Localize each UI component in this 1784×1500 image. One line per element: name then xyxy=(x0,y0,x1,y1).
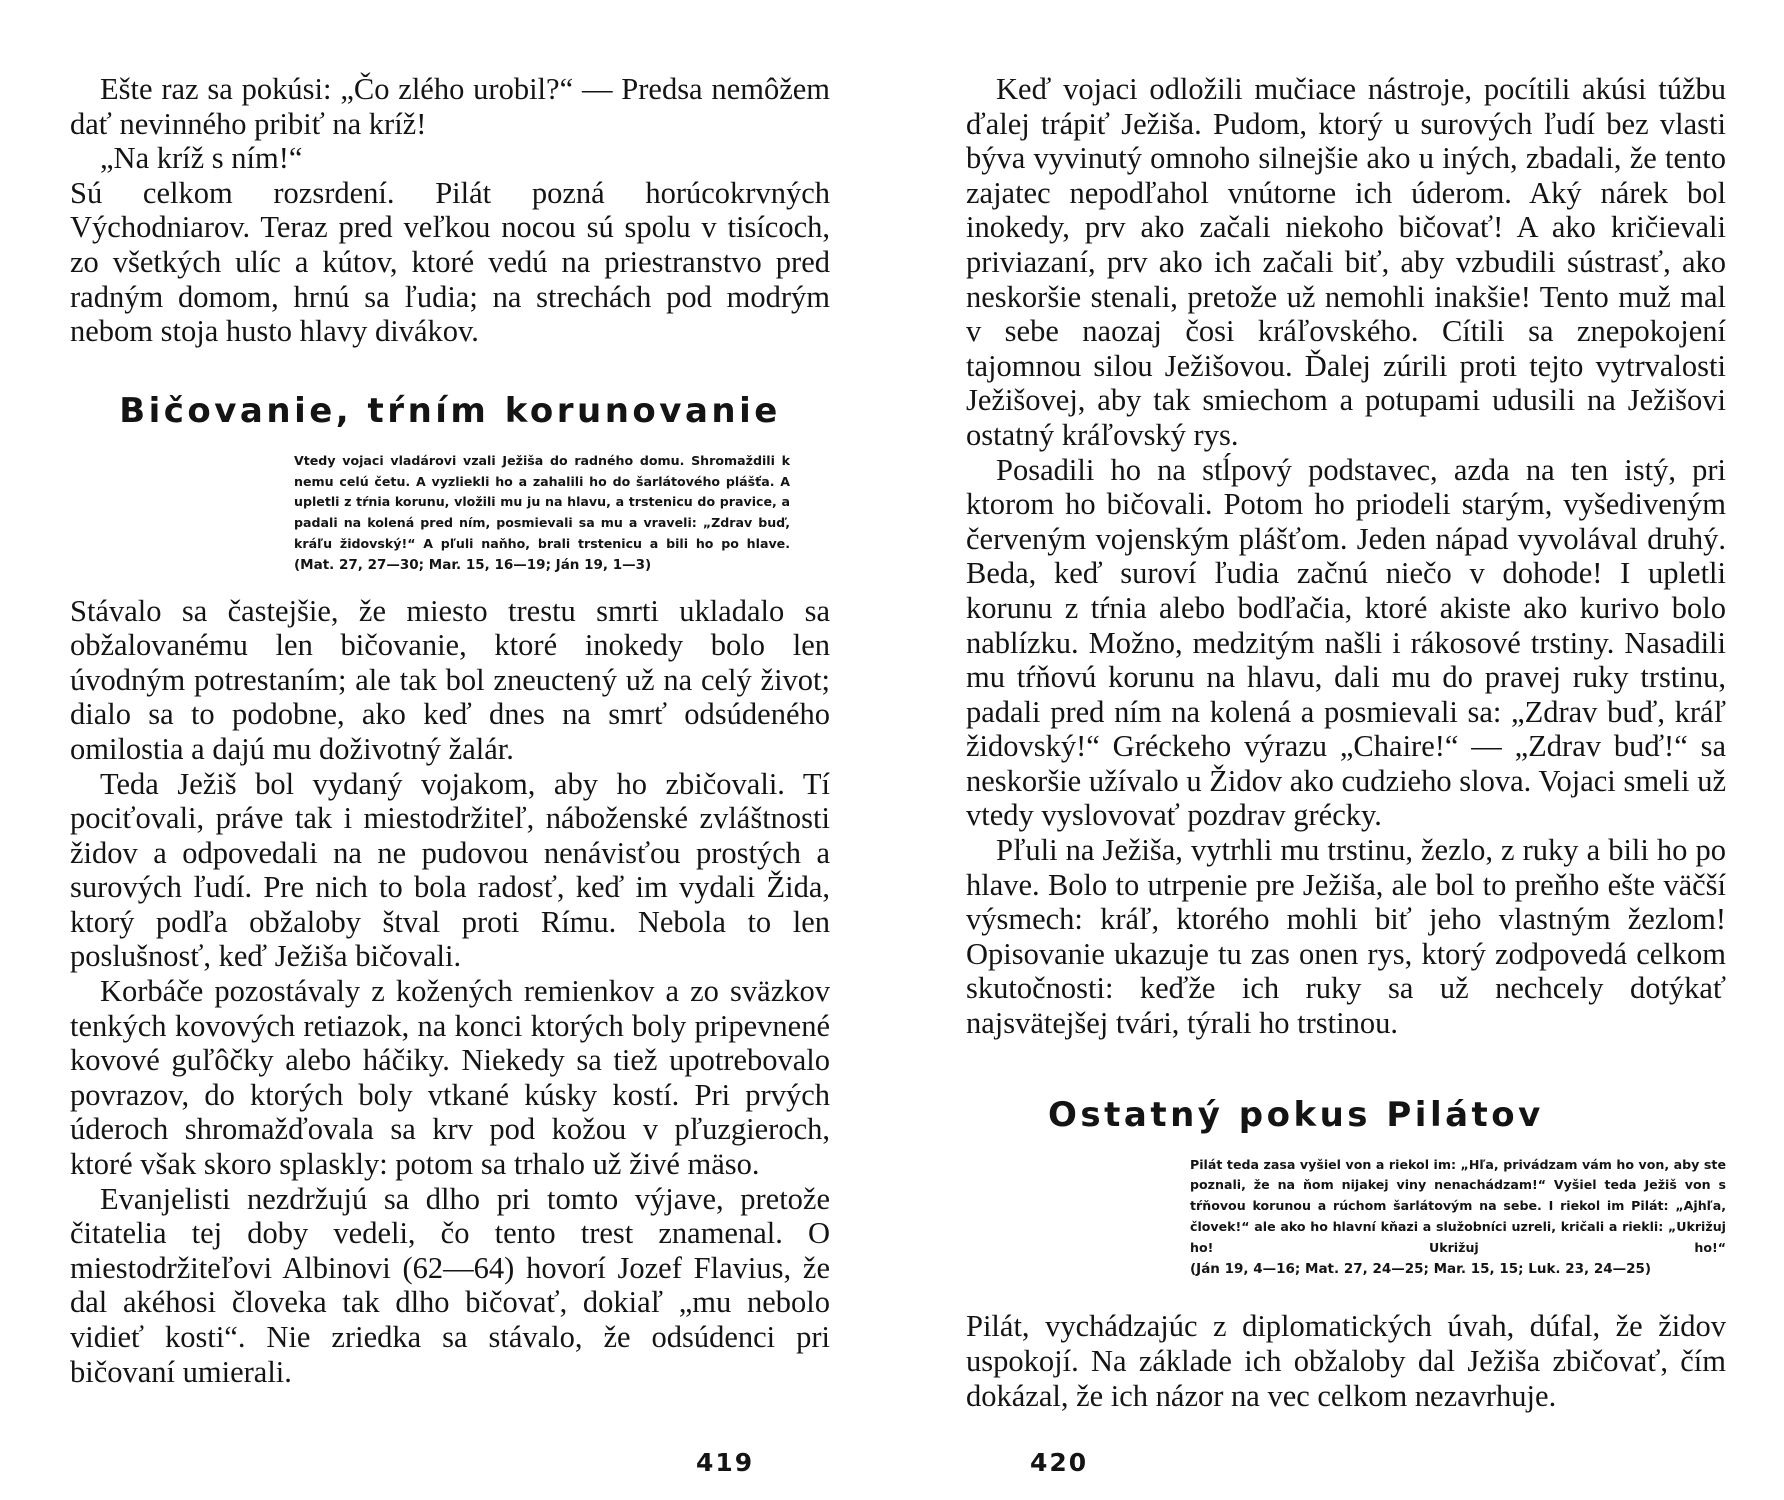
paragraph: Keď vojaci odložili mučiace nástroje, pocítili akúsi túžbu ďalej trápiť Ježiša. Pudom, ktorý u surových ľudí bez vlasti býva vyvinutý omnoho silnejšie ako u iných, zbadali, že tento zajatec nepodľahol vnútorne ich úderom. Aký nárek bol inokedy, prv ako začali niekoho bičovať! A ako kričievali priviazaní, prv ako ich začali biť, aby vzbudili sústrasť, ako neskoršie stenali, pretože už nemohli inakšie! Tento muž mal v sebe naozaj čosi kráľovského. Cítili sa znepokojení tajomnou silou Ježišovou. Ďalej zúrili proti tejto vytrvalosti Ježišovej, aby tak smiechom a potupami udusili na Ježišovi ostatný kráľovský rys. xyxy=(966,72,1726,452)
paragraph: Pľuli na Ježiša, vytrhli mu trstinu, žezlo, z ruky a bili ho po hlave. Bolo to utrpenie pre Ježiša, ale bol to preňho ešte väčší výsmech: kráľ, ktorého mohli biť jeho vlastným žezlom! Opisovanie ukazuje tu zas onen rys, ktorý zodpovedá celkom skutočnosti: keďže ich ruky sa už nechcely dotýkať najsvätejšej tvári, týrali ho trstinou. xyxy=(966,833,1726,1041)
paragraph: Teda Ježiš bol vydaný vojakom, aby ho zbičovali. Tí pociťovali, práve tak i miestodržiteľ, náboženské zvláštnosti židov a odpovedali na ne pudovou nenávisťou prostých a surových ľudí. Pre nich to bola radosť, keď im vydali Žida, ktorý podľa obžaloby štval proti Rímu. Nebola to len poslušnosť, keď Ježiša bičovali. xyxy=(70,766,830,974)
left-page xyxy=(70,72,830,1389)
paragraph: Pilát, vychádzajúc z diplomatických úvah, dúfal, že židov uspokojí. Na základe ich obžaloby dal Ježiša zbičovať, čím dokázal, že ich názor na vec celkom nezavrhuje. xyxy=(966,1309,1726,1413)
scripture-reference: (Mat. 27, 27—30; Mar. 15, 16—19; Ján 19, 1—3) xyxy=(294,556,652,573)
scripture-text: Vtedy vojaci vladárovi vzali Ježiša do radného domu. Shromaždili k nemu celú četu. A vyzliekli ho a zahalili ho do šarlátového plášťa. A upletli z tŕnia korunu, vložili mu ju na hlavu, a trstenicu do pravice, a padali na kolená pred ním, posmievali sa mu a vraveli: „Zdrav buď, kráľu židovský!“ A pľuli naňho, brali trstenicu a bili ho po hlave. xyxy=(294,452,790,551)
right-top-text xyxy=(966,72,1726,1041)
page-number-right: 420 xyxy=(1030,1448,1089,1477)
right-bottom-text xyxy=(966,1309,1726,1413)
page-number-left: 419 xyxy=(696,1448,755,1477)
paragraph: Ešte raz sa pokúsi: „Čo zlého urobil?“ — Predsa nemôžem dať nevinného pribiť na kríž! xyxy=(70,72,830,141)
paragraph: Evanjelisti nezdržujú sa dlho pri tomto výjave, pretože čitatelia tej doby vedeli, čo tento trest znamenal. O miestodržiteľovi Albinovi (62—64) hovorí Jozef Flavius, že dal akéhosi človeka tak dlho bičovať, dokiaľ „mu nebolo vidieť kosti“. Nie zriedka sa stávalo, že odsúdenci pri bičovaní umierali. xyxy=(70,1181,830,1389)
section-heading: Ostatný pokus Pilátov xyxy=(1048,1094,1544,1135)
scripture-reference: (Ján 19, 4—16; Mat. 27, 24—25; Mar. 15, 15; Luk. 23, 24—25) xyxy=(1190,1260,1652,1277)
scripture-text: Pilát teda zasa vyšiel von a riekol im: „Hľa, privádzam vám ho von, aby ste poznali, že na ňom nijakej viny nenachádzam!“ Vyšiel teda Ježiš von s tŕňovou korunou a rúchom šarlátovým na sebe. I riekol im Pilát: „Ajhľa, človek!“ ale ako ho hlavní kňazi a služobníci uzreli, kričali a riekli: „Ukrižuj ho! Ukrižuj ho!“ xyxy=(1190,1156,1726,1255)
paragraph: „Na kríž s ním!“ xyxy=(100,141,303,176)
section-heading: Bičovanie, tŕním korunovanie xyxy=(119,390,781,431)
paragraph: Stávalo sa častejšie, že miesto trestu smrti ukladalo sa obžalovanému len bičovanie, ktoré inokedy bolo len úvodným potrestaním; ale tak bol zneuctený už na celý život; dialo sa to podobne, ako keď dnes na smrť odsúdeného omilostia a dajú mu doživotný žalár. xyxy=(70,593,830,766)
scripture-quote xyxy=(294,451,790,576)
paragraph: Sú celkom rozsrdení. Pilát pozná horúcokrvných Východniarov. Teraz pred veľkou nocou sú spolu v tisícoch, zo všetkých ulíc a kútov, ktoré vedú na priestranstvo pred radným domom, hrnú sa ľudia; na strechách pod modrým nebom stoja husto hlavy divákov. xyxy=(70,175,830,349)
paragraph: Korbáče pozostávaly z kožených remienkov a zo sväzkov tenkých kovových retiazok, na konci ktorých boly pripevnené kovové guľôčky alebo háčiky. Niekedy sa tiež upotrebovalo povrazov, do ktorých boly vtkané kúsky kostí. Pri prvých úderoch shromažďovala sa krv pod kožou v pľuzgieroch, ktoré však skoro splaskly: potom sa trhalo už živé mäso. xyxy=(70,974,830,1182)
left-bottom-text xyxy=(70,594,830,1390)
left-top-text xyxy=(70,72,830,349)
paragraph: Posadili ho na stĺpový podstavec, azda na ten istý, pri ktorom ho bičovali. Potom ho priodeli starým, vyšediveným červeným vojenským plášťom. Jeden nápad vyvolával druhý. Beda, keď suroví ľudia začnú niečo v dohode! I upletli korunu z tŕnia alebo bodľačia, ktoré akiste ako kurivo bolo nablízku. Možno, medzitým našli i rákosové trstiny. Nasadili mu tŕňovú korunu na hlavu, dali mu do pravej ruky trstinu, padali pred ním na kolená a posmievali sa: „Zdrav buď, kráľ židovský!“ Gréckeho výrazu „Chaire!“ — „Zdrav buď!“ sa neskoršie užívalo u Židov ako cudzieho slova. Vojaci smeli už vtedy vyslovovať pozdrav grécky. xyxy=(966,452,1726,833)
scripture-quote xyxy=(1190,1155,1726,1280)
right-page xyxy=(966,72,1726,1413)
